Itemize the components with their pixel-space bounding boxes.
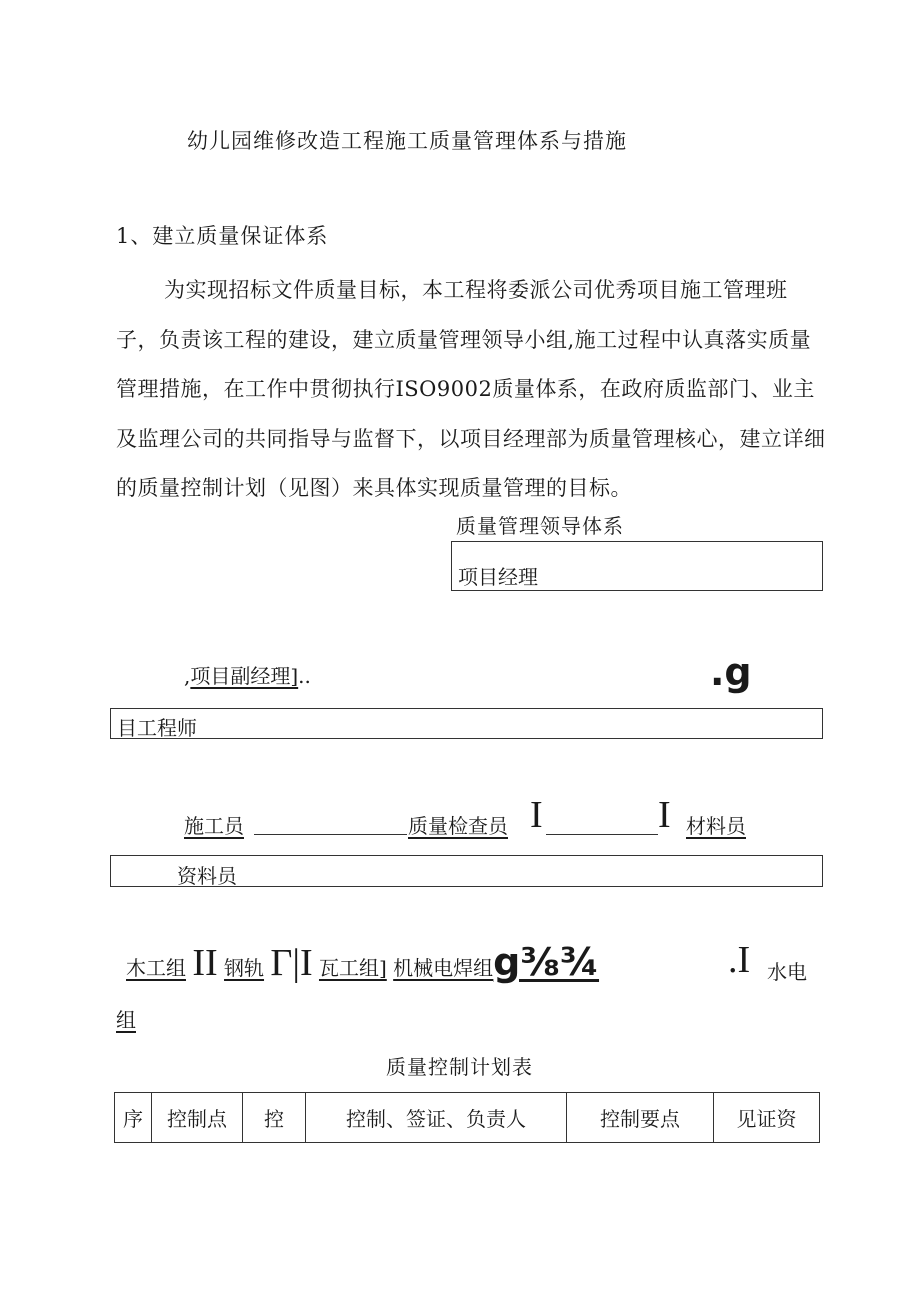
material-clerk-label: 材料员: [686, 814, 746, 838]
scan-artifact-g: .g: [710, 650, 752, 694]
tile-team-label: 瓦工组]: [318, 956, 387, 980]
engineer-box: [110, 708, 823, 739]
scan-artifact-fractions: g⅜¾: [493, 940, 600, 984]
table-cell: 序: [115, 1093, 152, 1143]
scan-artifact-bar: .I: [728, 939, 751, 981]
scan-artifact-bar: I: [658, 794, 671, 836]
deputy-manager-row: [184, 660, 311, 689]
deputy-manager-label: 项目副经理]: [190, 664, 299, 688]
table-cell: 控制、签证、负责人: [306, 1093, 567, 1143]
deputy-prefix: ,: [184, 664, 191, 688]
project-manager-box: [451, 541, 823, 591]
connector-line: [546, 834, 658, 835]
section-heading: 1、建立质量保证体系: [116, 224, 329, 248]
table-row: [115, 1093, 820, 1143]
document-clerk-label: 资料员: [177, 864, 237, 888]
deputy-suffix: ..: [298, 664, 311, 688]
steel-team-label: 钢轨: [224, 956, 265, 980]
document-clerk-box: [110, 855, 823, 887]
connector-line: [254, 834, 407, 835]
engineer-label: 目工程师: [117, 716, 197, 740]
water-electric-team-label-cont: 组: [116, 1008, 136, 1032]
table-cell: 控: [243, 1093, 306, 1143]
table-cell: 控制点: [152, 1093, 243, 1143]
page-title: 幼儿园维修改造工程施工质量管理体系与措施: [187, 129, 627, 153]
table-cell: 控制要点: [567, 1093, 714, 1143]
qc-table: [114, 1092, 820, 1143]
table-cell: 见证资: [714, 1093, 820, 1143]
quality-inspector-label: 质量检查员: [408, 814, 508, 838]
project-manager-label: 项目经理: [458, 565, 538, 589]
welding-team-label: 机械电焊组: [393, 956, 494, 980]
org-chart-title: 质量管理领导体系: [456, 514, 624, 538]
scan-artifact-bar: Γ|I: [270, 942, 313, 984]
scan-artifact-bar: II: [192, 942, 218, 984]
scan-artifact-bar: I: [530, 794, 543, 836]
construction-worker-label: 施工员: [184, 814, 244, 838]
water-electric-team-label: 水电: [767, 960, 807, 984]
carpentry-team-label: 木工组: [126, 956, 186, 980]
work-teams-row: [126, 940, 599, 985]
qc-table-title: 质量控制计划表: [386, 1055, 533, 1079]
intro-paragraph: 为实现招标文件质量目标，本工程将委派公司优秀项目施工管理班子，负责该工程的建设，建立质量管理领导小组,施工过程中认真落实质量管理措施，在工作中贯彻执行ISO9002质量体系，在政府质监部门、业主及监理公司的共同指导与监督下，以项目经理部为质量管理核心，建立详细的质量控制计划（见图）来具体实现质量管理的目标。: [116, 278, 826, 500]
